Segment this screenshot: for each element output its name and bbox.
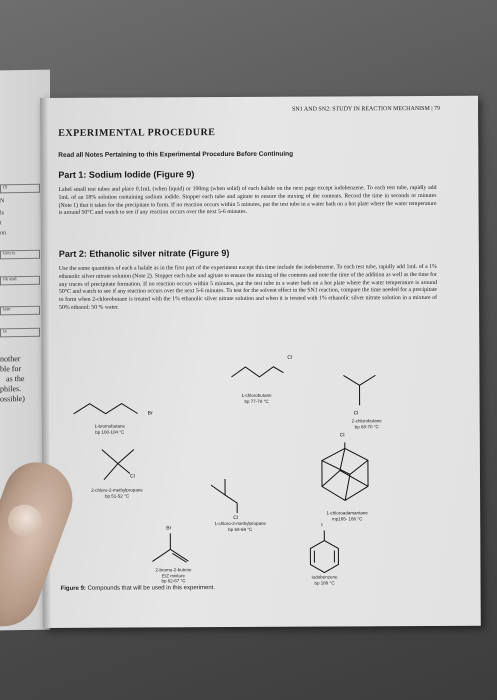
compound-label <box>62 487 172 499</box>
structure-1-chlorobutane <box>229 359 289 381</box>
compound-bp: bp 77-78 °C <box>244 398 269 404</box>
left-fragment: ble for <box>0 364 22 374</box>
compound-label <box>304 510 390 521</box>
read-notes-instruction: Read all Notes Pertaining to this Experimental Procedure Before Continuing <box>58 150 294 159</box>
structure-iodobenzene <box>304 528 344 578</box>
left-fragment: nother <box>0 354 21 364</box>
atom-label: Cl <box>287 354 293 361</box>
compound-label <box>190 521 290 533</box>
compound-bp: mp165- 166 °C <box>332 515 363 521</box>
atom-label: Cl <box>129 473 135 480</box>
atom-label: Cl <box>353 410 359 417</box>
compound-name: 1-bromobutane <box>94 423 125 429</box>
atom-label: I <box>321 522 323 529</box>
compound-label <box>212 393 302 404</box>
compound-name: 2-chlorobutane <box>351 418 382 424</box>
compound-label <box>292 574 356 585</box>
left-fragment: ok and <box>0 276 40 286</box>
section-title: EXPERIMENTAL PROCEDURE <box>58 127 216 139</box>
left-fragment: (S <box>0 184 40 194</box>
left-fragment: on <box>0 230 6 237</box>
structure-2-chlorobutane <box>341 371 401 411</box>
left-fragment: t <box>0 220 2 227</box>
left-fragment: as the <box>6 374 25 384</box>
part2-paragraph: Use the same quantities of each a halide as in the first part of the experiment except this time include the iodobenzene. To each test tube, rapidly add 1mL of a 1% ethanolic silver nitrate solution (Note 2). Stopper each tube and agitate to ensure the mixing of the contents and note the time of the addition as well as the time for any traces of precipitate formation. If no reaction occurs within 5 minutes, put the test tube in a water bath on a hot plate where the water temperature is around 50°C and watch to see if any reaction occurs over the next 5-6 minutes. To test for the solvent effect in the SN1 reaction, compare the time needed for a precipitate to form when 2-chlorobutane is treated with the 1% ethanolic silver nitrate solution and when it is treated with 1% ethanolic silver nitrate solution in a mixture of 50% ethanol: 50 % water. <box>58 263 438 311</box>
atom-label: Br <box>147 410 153 417</box>
compound-name: 1-chloroadamantane <box>326 510 368 516</box>
compound-bp: bp 51-52 °C <box>105 493 130 499</box>
atom-label: Cl <box>339 432 345 439</box>
figure-caption <box>61 585 215 592</box>
structure-2-bromo-2-butene <box>148 529 198 569</box>
left-fragment: N <box>0 198 5 205</box>
left-fragment: late- <box>0 306 40 316</box>
left-fragment: tion is <box>0 250 40 260</box>
compound-bp: bp 68-69 °C <box>228 526 253 532</box>
compound-label <box>138 567 208 584</box>
atom-label: Cl <box>233 514 238 521</box>
compound-bp: bp 188 °C <box>314 579 335 586</box>
compound-label <box>327 418 407 429</box>
figure-caption-text: Compounds that will be used in this experiment. <box>87 585 216 592</box>
structure-1-bromobutane <box>72 397 152 419</box>
compound-bp: bp 100-104 °C <box>95 429 125 435</box>
compound-bp: bp 62-67 °C <box>161 578 186 584</box>
atom-label: Br <box>166 525 172 532</box>
figure-caption-label: Figure 9: <box>60 585 86 592</box>
part1-paragraph: Label small test tubes and place 0.1mL (when liquid) or 100mg (when solid) of each halide on the next page except iodobenzene. To each test tube, rapidly add 1mL of an 18% solution containing sodium iodide. Stopper each tube and agitate to ensure the mixing of the contents. Record the time in seconds or minutes (Note 1) that it takes for the precipitate to form. If no reaction occurs within 5 minutes, put the test tube in a water bath on a hot plate where the water temperature is around 50°C and watch to see if any reaction occurs over the next 5-6 minutes. <box>58 184 437 217</box>
compound-name: Iodobenzene <box>311 574 338 580</box>
left-fragment: ossible) <box>0 394 25 404</box>
compound-name: 2-bromo-2-butene <box>155 567 192 573</box>
compound-label <box>70 423 150 434</box>
left-fragment: ls <box>0 210 5 217</box>
book-page <box>40 96 481 628</box>
part1-heading: Part 1: Sodium Iodide (Figure 9) <box>58 169 195 180</box>
compound-name: 1-chlorobutane <box>241 392 272 398</box>
compound-bp: bp 68-70 °C <box>354 423 379 429</box>
compound-name: 2-chloro-2-methylpropane <box>91 487 143 493</box>
compound-note: E/Z mixture <box>161 572 186 578</box>
running-head: SN1 AND SN2: STUDY IN REACTION MECHANISM | 79 <box>292 105 441 113</box>
left-fragment: philes. <box>0 384 22 394</box>
compound-name: 1-chloro-2-methylpropane <box>214 520 267 527</box>
left-fragment: ia <box>0 328 40 338</box>
part2-heading: Part 2: Ethanolic silver nitrate (Figure 9) <box>58 248 230 259</box>
structure-1-chloro-2-methylpropane <box>207 477 247 517</box>
structure-1-chloroadamantane <box>310 440 380 510</box>
